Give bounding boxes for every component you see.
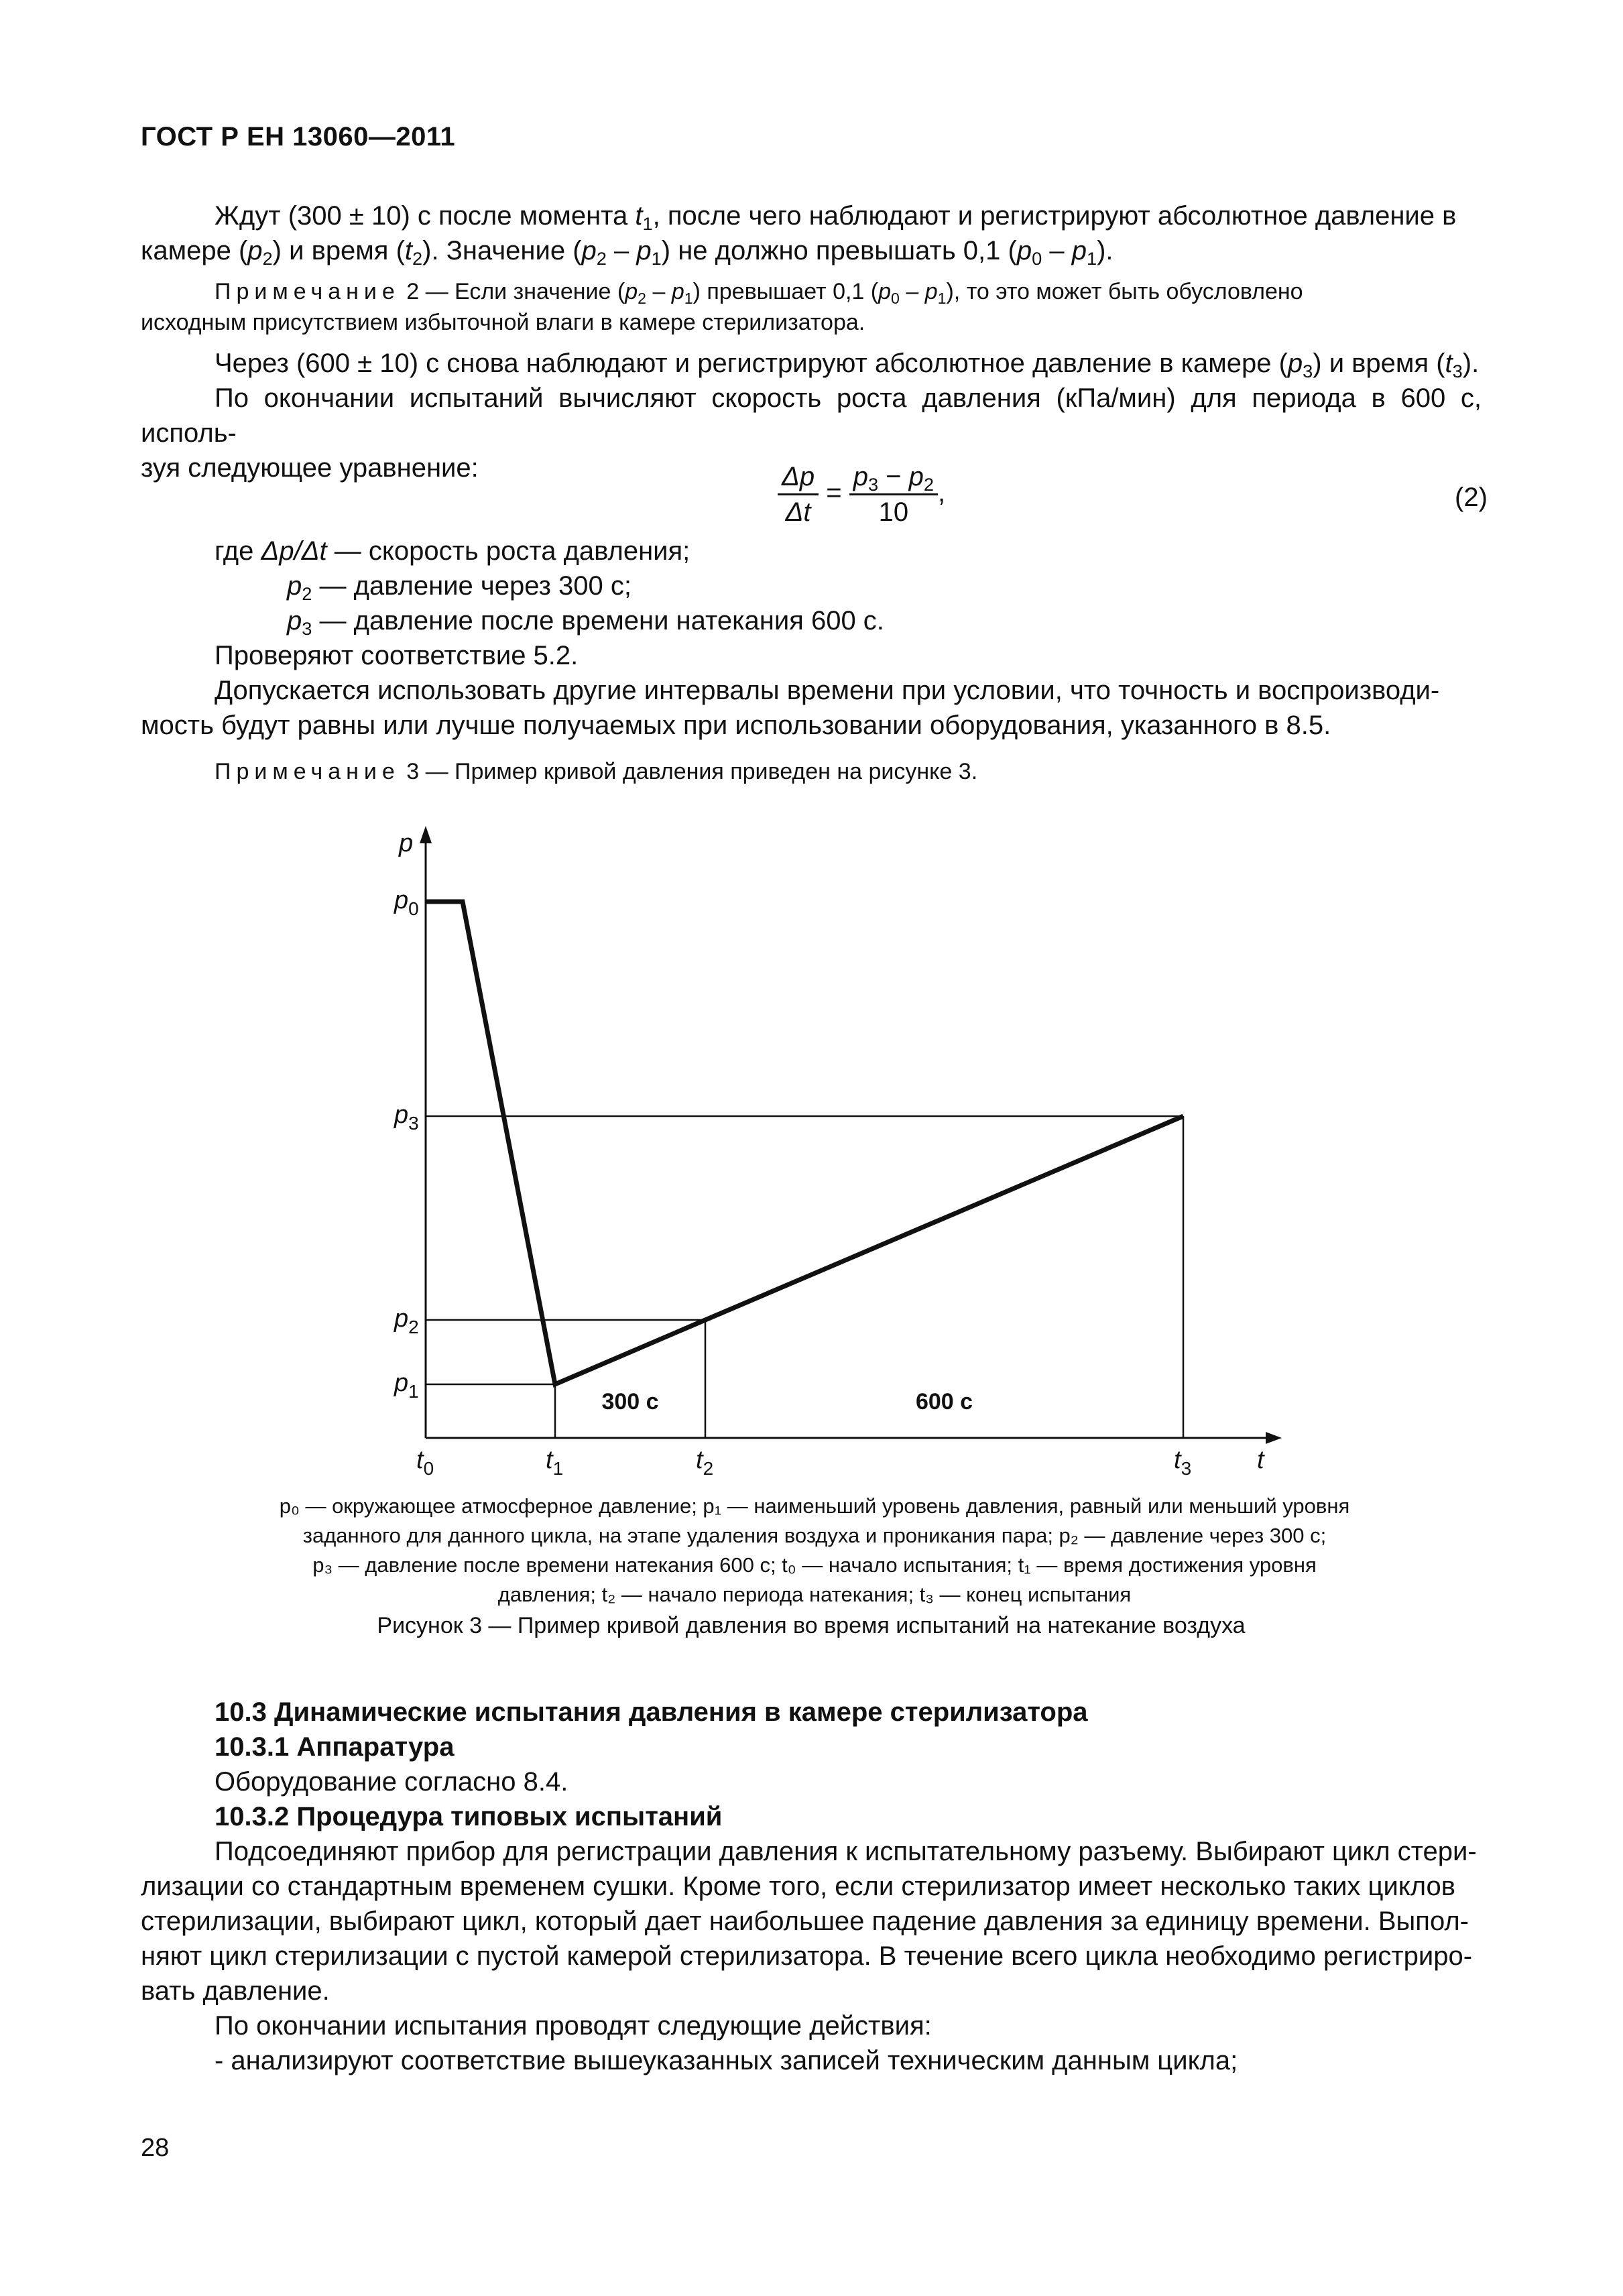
section-heading-10-3: 10.3 Динамические испытания давления в камере стерилизатора (215, 1697, 1088, 1727)
fraction-right: $\frac{p_3 - p_2}{10}$ (849, 461, 938, 528)
y-tick-label: $p_1$ (394, 1369, 419, 1402)
text-line: няют цикл стерилизации с пустой камерой стерилизатора. В течение всего цикла необходимо регистриро- (141, 1941, 1473, 1971)
equipment-line: Оборудование согласно 8.4. (215, 1767, 568, 1797)
legend-line: p₀ — окружающее атмосферное давление; p₁ — наименьший уровень давления, равный или меньший уровня (279, 1494, 1350, 1518)
text-line: Примечание 3 — Пример кривой давления приведен на рисунке 3. (215, 759, 978, 784)
text-line: Через (600 ± 10) с снова наблюдают и регистрируют абсолютное давление в камере $(p_3)$ и время $(t_3)$. (215, 349, 1480, 382)
text-line: По окончании испытаний вычисляют скорость роста давления (кПа/мин) для периода в 600 с, исполь- (141, 383, 1482, 448)
x-axis-title: t (1257, 1446, 1264, 1474)
x-tick-label: $t_0$ (416, 1446, 434, 1479)
y-tick-label: $p_2$ (394, 1305, 419, 1337)
legend-line: p₃ — давление после времени натекания 600 с; t₀ — начало испытания; t₁ — время достижения уровня (312, 1553, 1317, 1577)
after-test-line: По окончании испытания проводят следующие действия: (215, 2011, 932, 2041)
text-line: зуя следующее уравнение: (141, 453, 479, 483)
text-line: Примечание 2 — Если значение $(p_2 - p_1)$ превышает 0,1 $(p_0 - p_1)$, то это может быть обусловлено (215, 279, 1303, 307)
page-number: 28 (141, 2134, 170, 2162)
legend-line: заданного для данного цикла, на этапе удаления воздуха и проникания пара; p₂ — давление через 300 с; (302, 1524, 1327, 1547)
section-heading-10-3-1: 10.3.1 Аппаратура (215, 1732, 455, 1762)
where-line-1: где Δp/Δt — скорость роста давления; (215, 536, 690, 566)
interval-label-300: 300 с (601, 1389, 659, 1414)
x-tick-label: $t_3$ (1174, 1446, 1192, 1479)
text-line: мость будут равны или лучше получаемых при использовании оборудования, указанного в 8.5. (141, 711, 1331, 740)
where-line-3: $p_3$ — давление после времени натекания 600 с. (287, 606, 884, 640)
legend-line: давления; t₂ — начало периода натекания; t₃ — конец испытания (497, 1583, 1132, 1606)
equation-2: $\frac{\Delta p}{\Delta t}$ = $\frac{p_3 - p_2}{10}$ , (778, 461, 945, 528)
x-tick-label: $t_2$ (696, 1446, 714, 1479)
list-item: - анализируют соответствие вышеуказанных записей техническим данным цикла; (215, 2046, 1238, 2075)
pressure-curve-line (426, 902, 1183, 1384)
where-line-2: $p_2$ — давление через 300 с; (287, 571, 632, 605)
text-line: Ждут (300 ± 10) с после момента $t_1$, после чего наблюдают и регистрируют абсолютное давление в (215, 201, 1457, 235)
text-line: стерилизации, выбирают цикл, который дает наибольшее падение давления за единицу времени. Выпол- (141, 1907, 1469, 1936)
check-line: Проверяют соответствие 5.2. (215, 641, 579, 670)
text-line: камере $(p_2)$ и время $(t_2)$. Значение $(p_2 - p_1)$ не должно превышать 0,1 $(p_0 - p_1)$. (141, 236, 1114, 269)
figure-legend (201, 1492, 1428, 1610)
x-axis-arrow (1266, 1432, 1282, 1444)
y-axis-arrow (420, 826, 432, 843)
text-line: исходным присутствием избыточной влаги в камере стерилизатора. (141, 310, 865, 335)
x-tick-label: $t_1$ (546, 1446, 564, 1479)
section-heading-10-3-2: 10.3.2 Процедура типовых испытаний (215, 1802, 723, 1831)
interval-label-600: 600 с (915, 1389, 973, 1414)
y-tick-label: $p_3$ (394, 1101, 419, 1134)
document-header: ГОСТ Р ЕН 13060—2011 (141, 122, 456, 152)
y-tick-label: $p_0$ (394, 886, 419, 919)
text-line: Допускается использовать другие интервалы времени при условии, что точность и воспроизводи- (215, 676, 1440, 705)
figure-title: Рисунок 3 — Пример кривой давления во время испытаний на натекание воздуха (377, 1613, 1246, 1638)
fraction-left: $\frac{\Delta p}{\Delta t}$ (778, 461, 819, 528)
text-line: Подсоединяют прибор для регистрации давления к испытательному разъему. Выбирают цикл стери- (215, 1837, 1477, 1866)
y-axis-title: p (399, 829, 414, 857)
paragraph-procedure (141, 1834, 1482, 2008)
equation-number: (2) (1455, 483, 1488, 512)
text-line: вать давление. (141, 1976, 330, 2006)
text-line: лизации со стандартным временем сушки. Кроме того, если стерилизатор имеет несколько таких циклов (141, 1872, 1456, 1901)
